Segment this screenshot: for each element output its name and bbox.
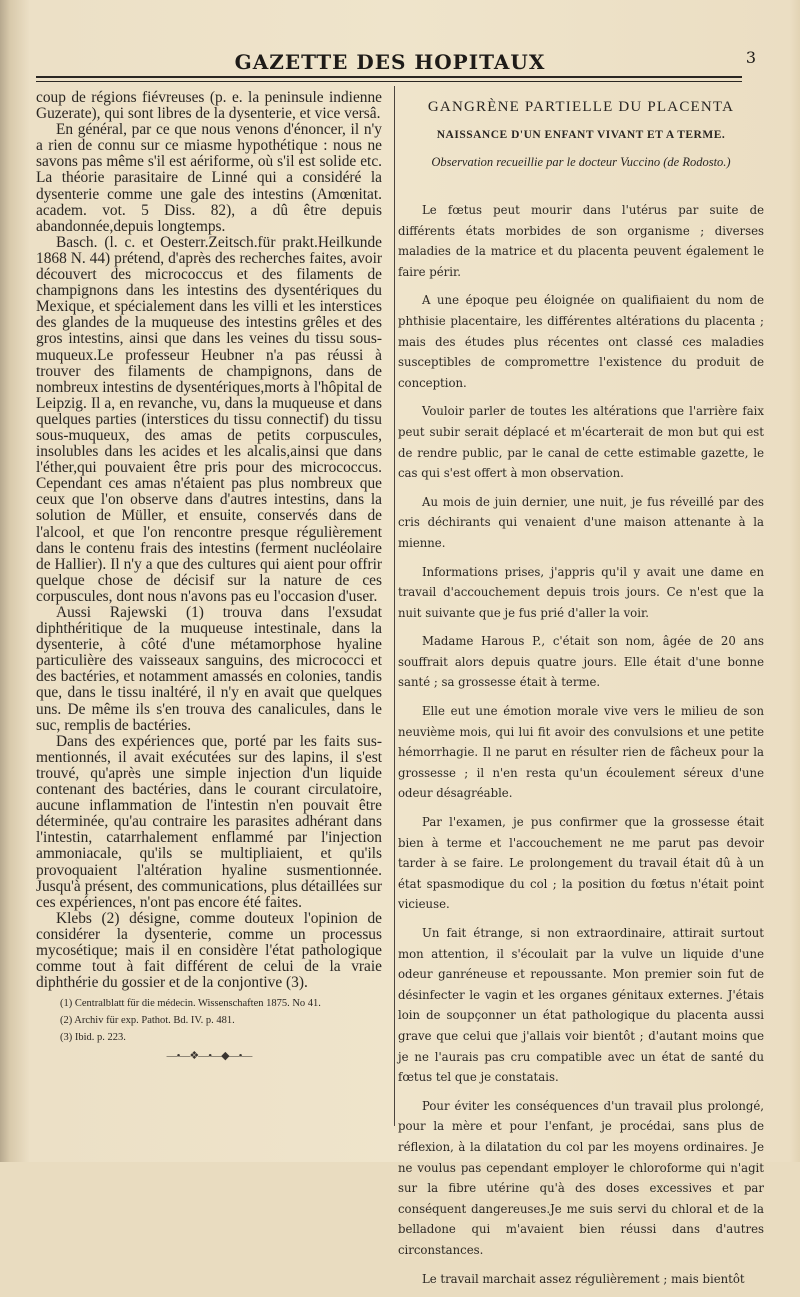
- left-paragraph: Klebs (2) désigne, comme douteux l'opinion de considérer la dysenterie, comme un processus mycosétique; mais il en considère l'état pathologique comme tout à fait différent de celui de la vraie diphthérie du gossier et de la conjontive (3).: [36, 909, 382, 992]
- article-subtitle: NAISSANCE D'UN ENFANT VIVANT ET A TERME.: [436, 129, 726, 141]
- left-paragraph: Dans des expériences que, porté par les faits sus-mentionnés, il avait exécutées sur des lapins, il s'est trouvé, qu'après une simple injection d'un liquide contenant des bactéries, dans le courant circulatoire, aucune inflammation de l'intestin n'en pouvait être déterminée, qu'au contraire les parasites adhérant dans l'intestin, catarrhalement enflammé par l'injection ammoniacale, qu'ils se multipliaient, et qu'ils provoquaient l'altération hyaline susmentionnée. Jusqu'à présent, des communications, plus détaillées sur ces expériences, n'ont pas encore été faites.: [36, 732, 382, 911]
- right-paragraph: Vouloir parler de toutes les altérations que l'arrière faix peut subir serait déplacé et m'écarterait de mon but qui est de rendre public, par le canal de cette estimable gazette, le cas qui s'est offert à mon observation.: [398, 404, 764, 481]
- page-number: 3: [745, 48, 756, 67]
- article-title: GANGRÈNE PARTIELLE DU PLACENTA: [427, 99, 735, 115]
- right-paragraph: Le travail marchait assez régulièrement ; mais bientôt: [422, 1271, 745, 1286]
- right-paragraph: Un fait étrange, si non extraordinaire, attirait surtout mon attention, il s'écoulait par la vulve un liquide d'une odeur ganréneuse et repoussante. Mon premier soin fut de désinfecter le vagin et les organes génitaux externes. J'étais loin de soupçonner un état pathologique du placenta aussi grave que celui que j'allais voir bientôt ; d'autant moins que je ne l'aurais pas cru compatible avec un état de santé du fœtus tel que je constatais.: [398, 926, 764, 1085]
- left-paragraph: En général, par ce que nous venons d'énoncer, il n'y a rien de connu sur ce miasme hypothétique : nous ne savons pas même s'il est aériforme, où s'il est solide etc. La théorie parasitaire de Linné qui a considéré la dysenterie comme une gale des intestins (Amœnitat. academ. vot. 5 Diss. 82), a dû être depuis abandonnée,depuis longtemps.: [36, 121, 382, 235]
- header-rule: [36, 76, 742, 82]
- left-column: [36, 90, 382, 1064]
- footnote: (1) Centralblatt für die médecin. Wissenschaften 1875. No 41.: [60, 998, 321, 1010]
- footnote: (2) Archiv für exp. Pathot. Bd. IV. p. 481.: [60, 1015, 235, 1027]
- right-paragraph: Au mois de juin dernier, une nuit, je fus réveillé par des cris déchirants qui venaient d'une maison attenante à la mienne.: [398, 494, 764, 550]
- right-paragraph: Madame Harous P., c'était son nom, âgée de 20 ans souffrait alors depuis quatre jours. Elle était d'une bonne santé ; sa grossesse était à terme.: [398, 634, 764, 690]
- right-paragraph: Le fœtus peut mourir dans l'utérus par suite de différents états morbides de son organisme ; diverses maladies de la matrice et du placenta peuvent également le faire périr.: [398, 203, 764, 279]
- column-divider: [394, 86, 395, 1126]
- right-paragraph: Pour éviter les conséquences d'un travail plus prolongé, pour la mère et pour l'enfant, je procédai, sans plus de réflexion, à la dilatation du col par les moyens ordinaires. Je ne voulus pas cependant employer le chloroforme qui n'agit sur la fibre utérine qu'à des doses excessives et par conséquent dangereuses.Je me suis servi du chloral et de la belladone qui m'avaient bien réussi dans d'autres circonstances.: [398, 1098, 764, 1257]
- footnotes: [36, 995, 382, 1046]
- section-ornament: —•—❖—•—◆—•—: [166, 1050, 252, 1063]
- masthead-title: GAZETTE DES HOPITAUX: [234, 50, 546, 74]
- article-body: [398, 200, 764, 1289]
- footnote: (3) Ibid. p. 223.: [60, 1032, 126, 1044]
- right-column: [398, 98, 764, 1297]
- right-paragraph: Elle eut une émotion morale vive vers le milieu de son neuvième mois, qui lui fit avoir des convulsions et une petite hémorrhagie. Il ne parut en résulter rien de fâcheux pour la grossesse ; il n'en resta qu'un écoulement séreux d'une odeur désagréable.: [398, 704, 764, 801]
- right-paragraph: A une époque peu éloignée on qualifiaient du nom de phthisie placentaire, les différentes altérations du placenta ; mais des études plus récentes ont classé ces maladies susceptibles de compromettre l'existence du produit de conception.: [398, 293, 764, 390]
- left-paragraph: coup de régions fiévreuses (p. e. la peninsule indienne Guzerate), qui sont libres de la dysenterie, et vice versâ.: [36, 89, 382, 123]
- left-paragraph: Aussi Rajewski (1) trouva dans l'exsudat diphthéritique de la muqueuse intestinale, dans la dysenterie, à côté d'une métamorphose hyaline particulière des vaisseaux sanguins, des micrococci et des bactéries, et notamment amassés en colonies, tandis que, dans le tissu inaltéré, il n'y en avait que quelques uns. De même ils s'en trouva des canalicules, dans le suc, remplis de bactéries.: [36, 604, 382, 734]
- left-paragraph: Basch. (l. c. et Oesterr.Zeitsch.für prakt.Heilkunde 1868 N. 44) prétend, d'après des recherches faites, avoir découvert des micrococcus et des filaments de champignons dans les intestins des dysentériques du Mexique, et spécialement dans les villi et les interstices des glandes de la muqueuse des intestins grêles et des gros intestins, ainsi que dans les veines du tissu sous-muqueux.Le professeur Heubner n'a pas réussi à trouver des filaments de champignons, dans de nombreux intestins de dysentériques,morts à l'hôpital de Leipzig. Il a, en revanche, vu, dans la muqueuse et dans quelques parties (interstices du tissu connectif) du tissu sous-muqueux, des amas de petits corpuscules, insolubles dans les acides et les alcalis,ainsi que dans l'éther,qui pouvaient être pris pour des micrococcus. Cependant ces amas n'étaient pas plus nombreux que ceux que l'on observe dans d'autres intestins, dans la solution de Müller, et ensuite, conservés dans de l'alcool, et que l'on rencontre presque régulièrement dans le contenu frais des intestins (ferment nucléolaire de Hallier). Il n'y a que des cultures qui aient pour offrir quelque chose de décisif sur la nature de ces corpuscules, dont nous n'avons pas eu l'occasion d'user.: [36, 233, 383, 605]
- right-paragraph: Informations prises, j'appris qu'il y avait une dame en travail d'accouchement depuis trois jours. Ce n'est que la nuit suivante que je fus prié d'aller la voir.: [398, 564, 764, 620]
- article-byline: Observation recueillie par le docteur Vuccino (de Rodosto.): [431, 155, 731, 169]
- right-paragraph: Par l'examen, je pus confirmer que la grossesse était bien à terme et l'accouchement ne me parut pas devoir tarder à se faire. Le prolongement du travail était dû à un état spasmodique du col ; la position du fœtus n'était point vicieuse.: [398, 815, 764, 912]
